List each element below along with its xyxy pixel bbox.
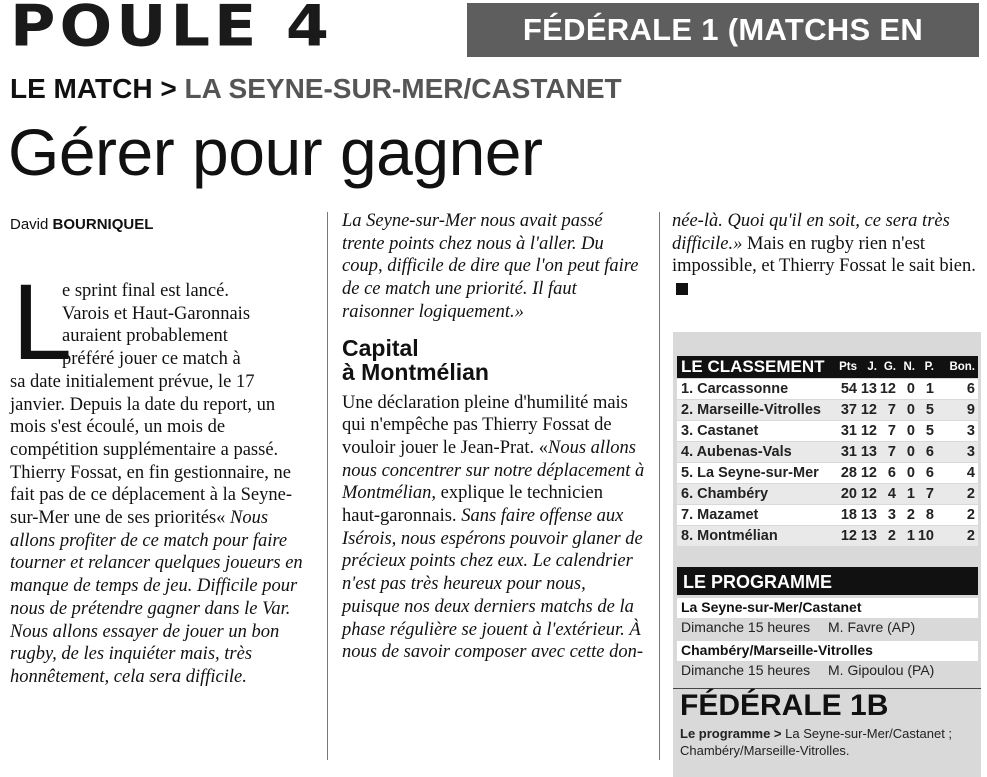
kicker	[10, 72, 622, 106]
article-column-2	[342, 210, 645, 664]
cell-played: 13	[860, 528, 877, 544]
cell-team: 8. Montmélian	[681, 528, 778, 544]
programme-referee: M. Favre (AP)	[828, 619, 916, 635]
standings-table	[677, 356, 978, 546]
cell-lost: 6	[925, 444, 934, 460]
col-header-g: G.	[883, 361, 896, 373]
byline	[10, 216, 153, 233]
text-line: auraient probablement	[62, 326, 228, 347]
paragraph: sa date initialement prévue, le 17 janvier. Depuis la date du report, un mois s'est écoulé, un mois de compétition supplémentaire a passé.	[10, 371, 279, 460]
kicker-label: LE MATCH >	[10, 73, 177, 104]
programme-box	[677, 567, 978, 681]
cell-pts: 31	[840, 423, 857, 439]
cell-bonus: 2	[966, 486, 975, 502]
byline-last-name: BOURNIQUEL	[52, 216, 154, 233]
cell-bonus: 6	[966, 381, 975, 397]
table-row	[677, 400, 978, 420]
cell-bonus: 9	[966, 402, 975, 418]
col-header-j: J.	[867, 361, 877, 373]
column-rule	[327, 212, 328, 760]
cell-lost: 6	[925, 465, 934, 481]
cell-pts: 37	[840, 402, 857, 418]
programme-date: Dimanche 15 heures	[681, 619, 811, 635]
cell-won: 7	[887, 402, 896, 418]
cell-drawn: 1	[906, 528, 915, 544]
programme-referee: M. Gipoulou (PA)	[828, 662, 935, 678]
cell-bonus: 2	[966, 507, 975, 523]
cell-bonus: 2	[966, 528, 975, 544]
programme-title: LE PROGRAMME	[677, 567, 978, 595]
cell-team: 2. Marseille-Vitrolles	[681, 402, 821, 418]
end-mark-icon	[676, 283, 688, 295]
table-row	[677, 463, 978, 483]
federale1b-matches: La Seyne-sur-Mer/Castanet ; Chambéry/Marseille-Vitrolles.	[680, 726, 953, 758]
cell-team: 1. Carcassonne	[681, 381, 789, 397]
cell-won: 7	[887, 423, 896, 439]
paragraph	[10, 462, 313, 689]
paragraph-text: Une déclaration pleine d'humilité mais qui n'empêche pas Thierry Fossat de vouloir jouer le Jean-Prat. «	[342, 392, 628, 458]
cell-played: 12	[860, 423, 877, 439]
cell-pts: 12	[840, 528, 857, 544]
cell-bonus: 4	[966, 465, 975, 481]
cell-played: 13	[860, 381, 877, 397]
cell-drawn: 0	[906, 381, 915, 397]
cell-drawn: 1	[906, 486, 915, 502]
cell-pts: 18	[840, 507, 857, 523]
quote: née-là. Quoi qu'il en soit, ce sera très difficile.»	[672, 211, 950, 254]
cell-team: 3. Castanet	[681, 423, 759, 439]
cell-played: 13	[860, 507, 877, 523]
programme-date: Dimanche 15 heures	[681, 662, 811, 678]
byline-first-name: David	[10, 216, 49, 233]
cell-drawn: 0	[906, 465, 915, 481]
quote: La Seyne-sur-Mer nous avait passé trente points chez nous à l'aller. Du coup, difficile de dire que l'on peut faire de ce match une priorité. Il faut raisonner logiquement.»	[342, 211, 639, 322]
cell-lost: 1	[925, 381, 934, 397]
cell-bonus: 3	[966, 423, 975, 439]
cell-pts: 28	[840, 465, 857, 481]
competition-banner: FÉDÉRALE 1 (MATCHS EN RETARD)	[467, 3, 979, 57]
standings-title: LE CLASSEMENT	[681, 357, 825, 376]
col-header-p: P.	[924, 361, 934, 373]
cell-team: 5. La Seyne-sur-Mer	[681, 465, 819, 481]
kicker-match: LA SEYNE-SUR-MER/CASTANET	[184, 73, 622, 104]
cell-drawn: 0	[906, 423, 915, 439]
table-row	[677, 484, 978, 504]
cell-pts: 31	[840, 444, 857, 460]
cell-won: 6	[887, 465, 896, 481]
cell-drawn: 0	[906, 402, 915, 418]
cell-drawn: 2	[906, 507, 915, 523]
text-line: préféré jouer ce match à	[62, 349, 241, 370]
cell-team: 7. Mazamet	[681, 507, 759, 523]
column-rule	[659, 212, 660, 760]
paragraph-text: Thierry Fossat, en fin gestionnaire, ne fait pas de ce déplacement à la Seyne-sur-Mer une de ses priorités«	[10, 462, 292, 529]
cell-played: 12	[860, 465, 877, 481]
programme-info	[677, 618, 978, 638]
quote: Nous allons nous concentrer sur notre déplacement à Montmélian,	[342, 437, 645, 504]
text-line: Varois et Haut-Garonnais	[62, 303, 251, 324]
cell-pts: 54	[840, 381, 857, 397]
cell-lost: 10	[917, 528, 934, 544]
federale1b-text	[680, 725, 980, 759]
cell-played: 12	[860, 402, 877, 418]
programme-match: Chambéry/Marseille-Vitrolles	[677, 641, 978, 661]
table-row	[677, 505, 978, 525]
table-row	[677, 526, 978, 546]
cell-lost: 5	[925, 423, 934, 439]
subheading-line: à Montmélian	[342, 358, 489, 385]
cell-lost: 7	[925, 486, 934, 502]
subheading	[342, 336, 645, 384]
dropcap: L	[12, 261, 73, 382]
paragraph-text: Mais en rugby rien n'est impossible, et Thierry Fossat le sait bien.	[672, 233, 976, 277]
paragraph: Une déclaration pleine d'humilité mais qui n'empêche pas Thierry Fossat de vouloir jouer le Jean-Prat. «Nous allons nous concentrer sur notre déplacement à Montmélian, explique le technicien haut-garonnais. Sans faire offense aux Isérois, nous espérons pouvoir glaner de précieux points chez eux. Le calendrier n'est pas très heureux pour nous, puisque nos deux derniers matchs de la phase régulière se jouent à l'extérieur. À nous de savoir composer avec cette don-	[342, 392, 645, 663]
table-row	[677, 442, 978, 462]
cell-drawn: 0	[906, 444, 915, 460]
cell-team: 4. Aubenas-Vals	[681, 444, 792, 460]
headline: Gérer pour gagner	[8, 115, 543, 189]
cell-played: 13	[860, 444, 877, 460]
paragraph	[672, 210, 982, 301]
standings-header	[677, 356, 978, 378]
cell-lost: 8	[925, 507, 934, 523]
federale1b-label: Le programme >	[680, 726, 782, 741]
quote: Nous allons profiter de ce match pour faire tourner et relancer quelques joueurs en manque de temps de jeu. Difficile pour nous de prétendre gagner dans le Var. Nous allons essayer de jouer un bon rugby, de les inquiéter mais, très honnêtement, cela sera difficile.	[10, 508, 303, 687]
cell-team: 6. Chambéry	[681, 486, 769, 502]
cell-played: 12	[860, 486, 877, 502]
paragraph-text: explique le technicien haut-garonnais.	[342, 483, 603, 527]
cell-won: 2	[887, 528, 896, 544]
cell-won: 12	[879, 381, 896, 397]
cell-bonus: 3	[966, 444, 975, 460]
table-row	[677, 421, 978, 441]
cell-pts: 20	[840, 486, 857, 502]
table-row	[677, 379, 978, 399]
programme-info	[677, 661, 978, 681]
article-column-3	[672, 210, 982, 301]
cell-won: 7	[887, 444, 896, 460]
cell-lost: 5	[925, 402, 934, 418]
text-line: e sprint final est lancé.	[62, 281, 229, 301]
col-header-n: N.	[903, 361, 915, 373]
cell-won: 3	[887, 507, 896, 523]
subheading-line: Capital	[342, 334, 419, 361]
federale1b-title: FÉDÉRALE 1B	[680, 689, 889, 722]
article-column-1	[10, 280, 313, 689]
quote: Sans faire offense aux Isérois, nous espérons pouvoir glaner de précieux points chez eux. Le calendrier n'est pas très heureux pour nous, puisque nos deux derniers matchs de la phase régulière se jouent à l'extérieur. À nous de savoir composer avec cette don	[342, 506, 643, 663]
programme-match: La Seyne-sur-Mer/Castanet	[677, 598, 978, 618]
section-title: POULE 4	[10, 0, 334, 60]
cell-won: 4	[887, 486, 896, 502]
col-header-bonus: Bon.	[949, 361, 975, 373]
col-header-pts: Pts	[839, 361, 857, 373]
